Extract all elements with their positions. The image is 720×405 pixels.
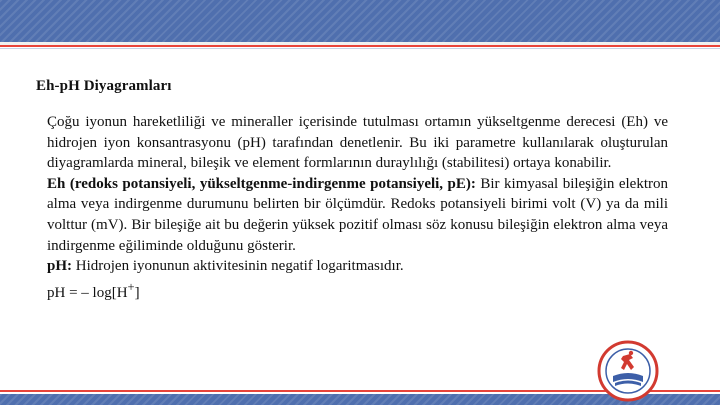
ph-description: Hidrojen iyonunun aktivitesinin negatif logaritmasıdır. [72, 258, 404, 275]
ph-term: pH: [47, 258, 73, 275]
university-logo-icon [597, 340, 659, 402]
slide-body [47, 112, 668, 303]
intro-paragraph: Çoğu iyonun hareketliliği ve mineraller içerisinde tutulması ortamın yükseltgenme derecesi (Eh) ve hidrojen iyon konsantrasyonu (pH) tarafından denetlenir. Bu iki parametre kullanılarak oluşturulan diyagramlarda mineral, bileşik ve element formlarının duraylılığı (stabilitesi) ortaya konabilir. [47, 114, 668, 172]
ph-formula-end: ] [134, 284, 140, 301]
eh-definition [47, 174, 668, 256]
header-divider-red [0, 45, 720, 47]
ph-formula-superscript: + [127, 279, 135, 294]
eh-term: Eh (redoks potansiyeli, yükseltgenme-indirgenme potansiyeli, pE): [47, 175, 476, 192]
top-header-band [0, 0, 720, 42]
ph-formula-main: pH = – log[H [47, 284, 128, 301]
eh-description: Bir kimyasal bileşiğin elektron alma veya indirgenme durumunu belirten bir ölçümdür. Redoks potansiyeli birimi volt (V) ya da mili volttur (mV). Bir bileşiğe ait bu değerin yüksek pozitif olması söz konusu bileşiğin elektron alma veya indirgenme eğiliminde olduğunu gösterir. [47, 175, 668, 254]
ph-definition [47, 256, 668, 277]
ph-formula [47, 277, 668, 304]
slide-title: Eh-pH Diyagramları [36, 78, 172, 94]
header-divider-thin [0, 48, 720, 49]
